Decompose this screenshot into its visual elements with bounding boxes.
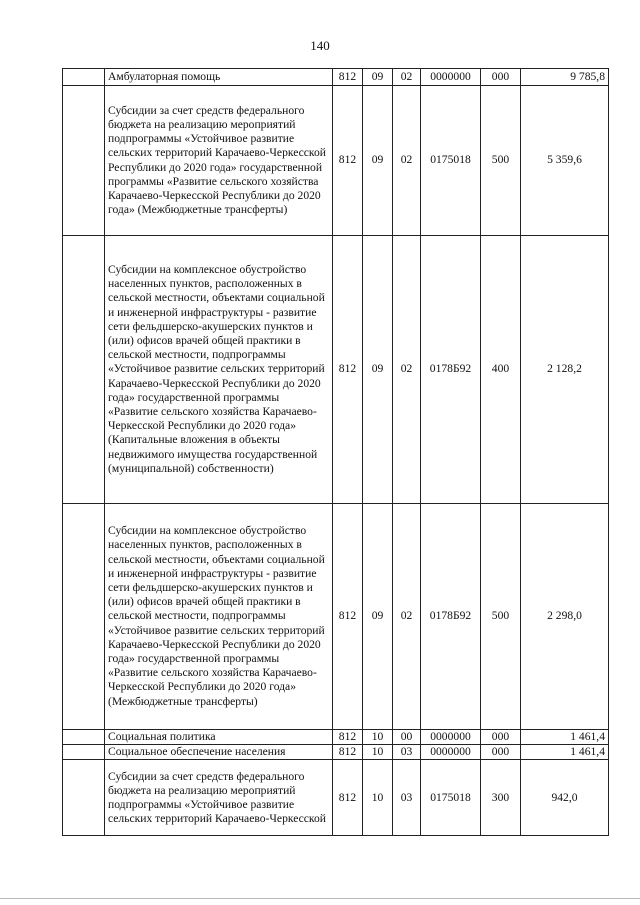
target-article-cell: 0000000 bbox=[421, 69, 481, 86]
row-number-cell bbox=[63, 86, 105, 236]
amount-cell: 1 461,4 bbox=[521, 745, 609, 760]
amount-cell: 5 359,6 bbox=[521, 86, 609, 236]
page-number: 140 bbox=[310, 38, 330, 53]
target-article-cell: 0178Б92 bbox=[421, 504, 481, 730]
expense-type-cell: 300 bbox=[481, 760, 521, 836]
expense-type-cell: 000 bbox=[481, 69, 521, 86]
ved-cell: 812 bbox=[333, 504, 363, 730]
amount-cell: 2 298,0 bbox=[521, 504, 609, 730]
subsection-cell: 02 bbox=[393, 504, 421, 730]
section-cell: 10 bbox=[363, 730, 393, 745]
target-article-cell: 0175018 bbox=[421, 760, 481, 836]
table-row bbox=[63, 86, 609, 236]
section-cell: 09 bbox=[363, 504, 393, 730]
scan-edge-line bbox=[0, 898, 640, 899]
table-row bbox=[63, 69, 609, 86]
amount-cell: 942,0 bbox=[521, 760, 609, 836]
section-cell: 09 bbox=[363, 86, 393, 236]
item-name-cell: Субсидии за счет средств федерального бюджета на реализацию мероприятий подпрограммы «Устойчивое развитие сельских территорий Карачаево-Черкесской Республики до 2020 года» государственной программы «Развитие сельского хозяйства Карачаево-Черкесской Республики до 2020 года» (Межбюджетные трансферты) bbox=[105, 86, 333, 236]
section-cell: 10 bbox=[363, 760, 393, 836]
item-name-cell: Субсидии на комплексное обустройство населенных пунктов, расположенных в сельской местности, объектами социальной и инженерной инфраструктуры - развитие сети фельдшерско-акушерских пунктов и (или) офисов врачей общей практики в сельской местности, подпрограммы «Устойчивое развитие сельских территорий Карачаево-Черкесской Республики до 2020 года» государственной программы «Развитие сельского хозяйства Карачаево-Черкесской Республики до 2020 года» (Капитальные вложения в объекты недвижимого имущества государственной (муниципальной) собственности) bbox=[105, 236, 333, 504]
table-row bbox=[63, 504, 609, 730]
ved-cell: 812 bbox=[333, 236, 363, 504]
amount-cell: 1 461,4 bbox=[521, 730, 609, 745]
table-row bbox=[63, 236, 609, 504]
amount-cell: 2 128,2 bbox=[521, 236, 609, 504]
ved-cell: 812 bbox=[333, 760, 363, 836]
section-cell: 09 bbox=[363, 69, 393, 86]
subsection-cell: 03 bbox=[393, 760, 421, 836]
target-article-cell: 0175018 bbox=[421, 86, 481, 236]
expense-type-cell: 500 bbox=[481, 504, 521, 730]
item-name-cell: Амбулаторная помощь bbox=[105, 69, 333, 86]
row-number-cell bbox=[63, 760, 105, 836]
ved-cell: 812 bbox=[333, 730, 363, 745]
section-cell: 10 bbox=[363, 745, 393, 760]
section-cell: 09 bbox=[363, 236, 393, 504]
item-name-cell: Социальное обеспечение населения bbox=[105, 745, 333, 760]
ved-cell: 812 bbox=[333, 745, 363, 760]
table-row bbox=[63, 745, 609, 760]
row-number-cell bbox=[63, 236, 105, 504]
row-number-cell bbox=[63, 504, 105, 730]
item-name-cell: Социальная политика bbox=[105, 730, 333, 745]
expense-type-cell: 500 bbox=[481, 86, 521, 236]
subsection-cell: 03 bbox=[393, 745, 421, 760]
ved-cell: 812 bbox=[333, 86, 363, 236]
target-article-cell: 0000000 bbox=[421, 745, 481, 760]
subsection-cell: 02 bbox=[393, 86, 421, 236]
row-number-cell bbox=[63, 730, 105, 745]
amount-cell: 9 785,8 bbox=[521, 69, 609, 86]
table-row bbox=[63, 760, 609, 836]
table-row bbox=[63, 730, 609, 745]
item-name-cell: Субсидии за счет средств федерального бюджета на реализацию мероприятий подпрограммы «Устойчивое развитие сельских территорий Карачаево-Черкесской bbox=[105, 760, 333, 836]
subsection-cell: 00 bbox=[393, 730, 421, 745]
expense-type-cell: 000 bbox=[481, 730, 521, 745]
subsection-cell: 02 bbox=[393, 69, 421, 86]
row-number-cell bbox=[63, 745, 105, 760]
item-name-cell: Субсидии на комплексное обустройство населенных пунктов, расположенных в сельской местности, объектами социальной и инженерной инфраструктуры - развитие сети фельдшерско-акушерских пунктов и (или) офисов врачей общей практики в сельской местности, подпрограммы «Устойчивое развитие сельских территорий Карачаево-Черкесской Республики до 2020 года» государственной программы «Развитие сельского хозяйства Карачаево-Черкесской Республики до 2020 года» (Межбюджетные трансферты) bbox=[105, 504, 333, 730]
target-article-cell: 0178Б92 bbox=[421, 236, 481, 504]
expense-type-cell: 400 bbox=[481, 236, 521, 504]
subsection-cell: 02 bbox=[393, 236, 421, 504]
target-article-cell: 0000000 bbox=[421, 730, 481, 745]
expense-type-cell: 000 bbox=[481, 745, 521, 760]
budget-table bbox=[62, 68, 609, 836]
ved-cell: 812 bbox=[333, 69, 363, 86]
row-number-cell bbox=[63, 69, 105, 86]
